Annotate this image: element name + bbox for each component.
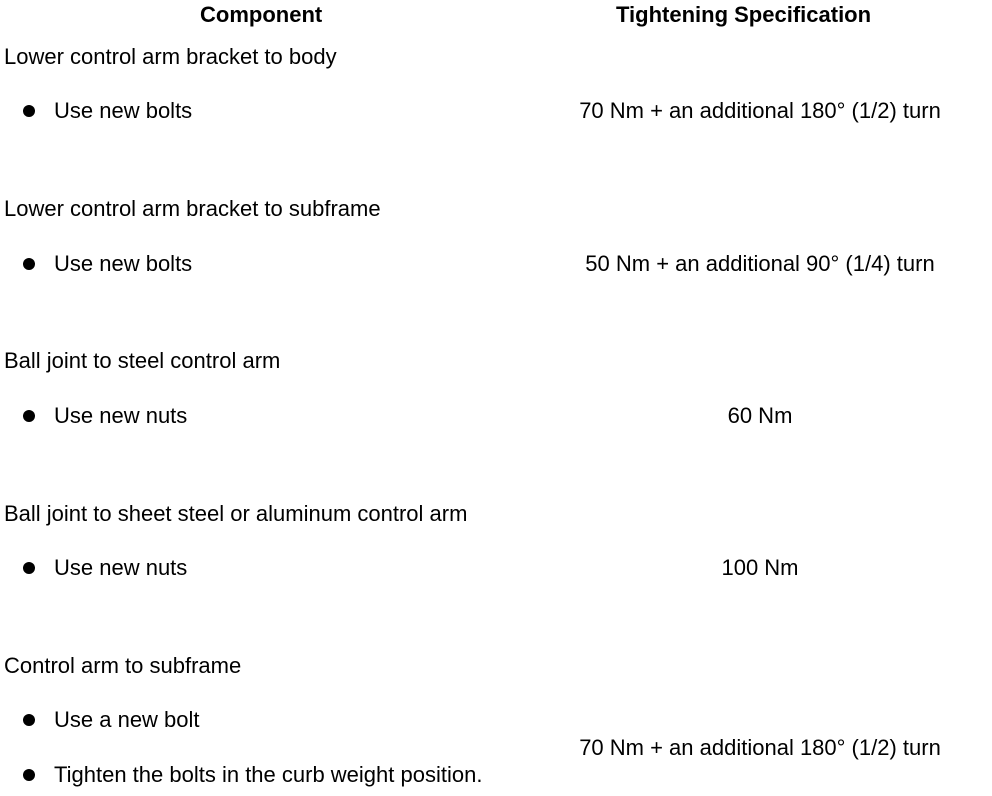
header-component: Component [200, 2, 323, 27]
bullet-text: Use new nuts [54, 403, 188, 428]
header-tightening-specification: Tightening Specification [616, 2, 872, 27]
bullet-icon [23, 258, 35, 270]
bullet-text: Use new bolts [54, 98, 193, 123]
component-label: Control arm to subframe [4, 653, 242, 678]
tightening-spec: 70 Nm + an additional 180° (1/2) turn [579, 735, 941, 760]
bullet-icon [23, 714, 35, 726]
component-label: Lower control arm bracket to body [4, 44, 337, 69]
bullet-icon [23, 105, 35, 117]
tightening-spec: 100 Nm [721, 555, 799, 580]
component-label: Ball joint to sheet steel or aluminum control arm [4, 501, 468, 526]
bullet-text: Use new nuts [54, 555, 188, 580]
tightening-spec: 50 Nm + an additional 90° (1/4) turn [585, 251, 935, 276]
bullet-icon [23, 769, 35, 781]
component-label: Ball joint to steel control arm [4, 348, 281, 373]
component-label: Lower control arm bracket to subframe [4, 196, 381, 221]
bullet-text: Use new bolts [54, 251, 193, 276]
tightening-spec: 70 Nm + an additional 180° (1/2) turn [579, 98, 941, 123]
bullet-text: Use a new bolt [54, 707, 200, 732]
tightening-spec: 60 Nm [727, 403, 793, 428]
bullet-text: Tighten the bolts in the curb weight position. [54, 762, 483, 787]
bullet-icon [23, 562, 35, 574]
bullet-icon [23, 410, 35, 422]
